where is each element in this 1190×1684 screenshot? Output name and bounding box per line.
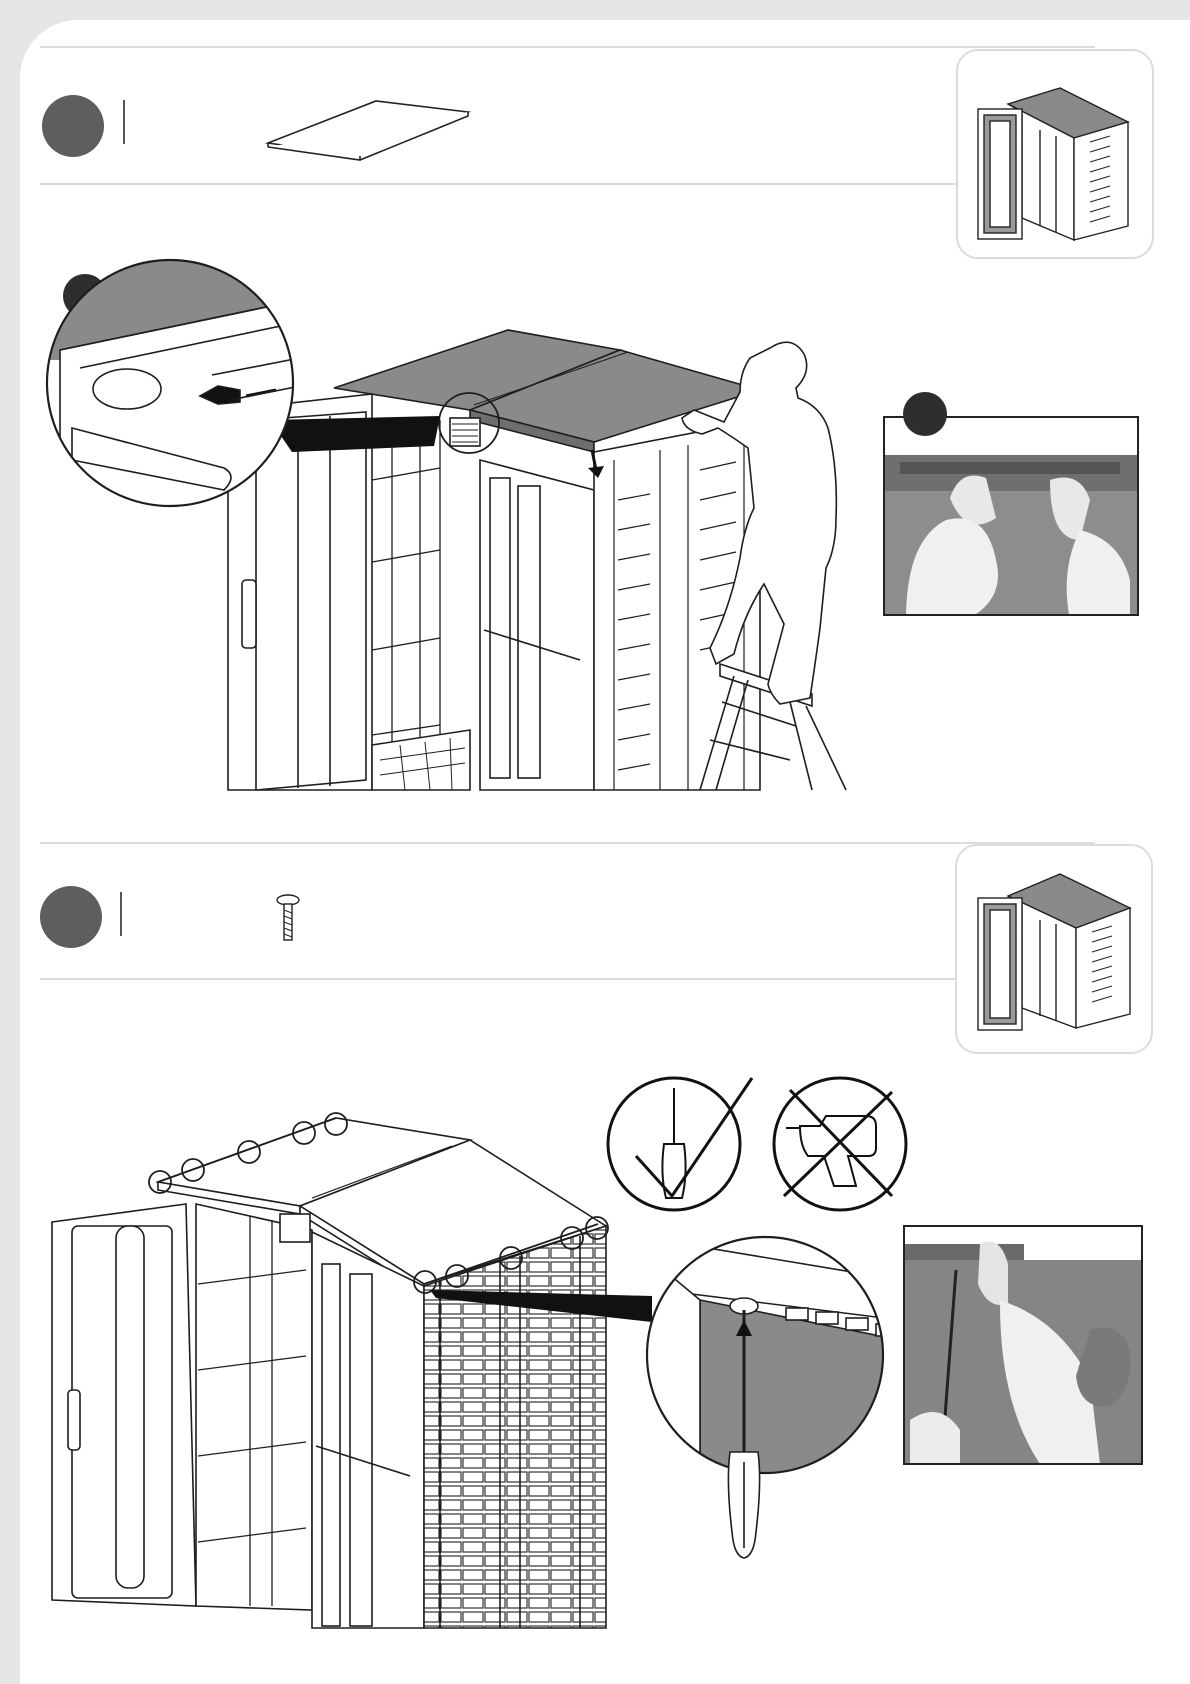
thumbnail-shed-icon	[978, 88, 1128, 240]
roof-panel-icon	[268, 101, 468, 160]
hands-pressing-roof-edge-photo	[884, 417, 1138, 620]
shed-illustration	[228, 330, 760, 790]
step-1-photo-callout-badge	[903, 392, 947, 436]
screwdriver-allowed-icon	[608, 1078, 752, 1210]
assembly-instruction-page	[20, 20, 1190, 1684]
screwdriver-fastening-roof-photo	[904, 1226, 1142, 1470]
thumbnail-shed-icon	[978, 874, 1130, 1030]
power-drill-forbidden-icon	[774, 1078, 906, 1210]
screwdriver-icon	[728, 1452, 759, 1558]
line-art-layer	[20, 20, 1190, 1684]
screw-icon	[277, 895, 299, 940]
shed-illustration	[52, 1118, 606, 1628]
